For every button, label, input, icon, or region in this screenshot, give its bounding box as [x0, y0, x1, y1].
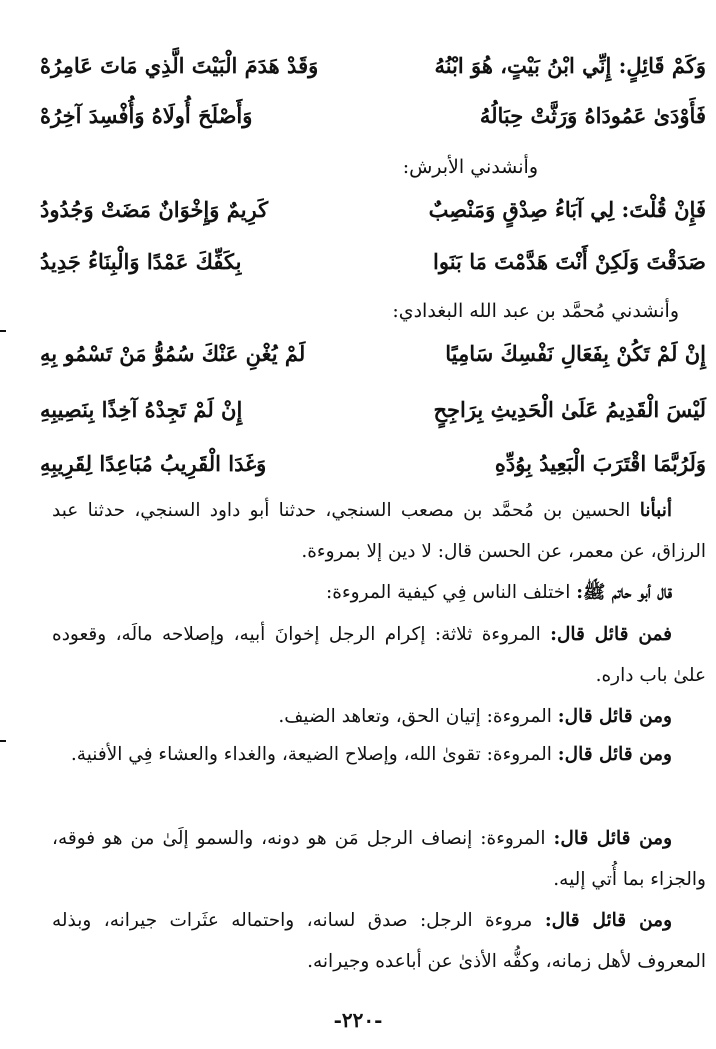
paragraph-lead: ومن قائل قال:: [553, 828, 673, 849]
paragraph-lead: فمن قائل قال:: [550, 624, 672, 645]
paragraph-lead: ومن قائل قال:: [557, 706, 672, 727]
verse-line: [0, 96, 716, 136]
paragraph-lead: ومن قائل قال:: [544, 910, 672, 931]
scan-mark: [0, 330, 6, 332]
verse-first-hemistich: وَلَرُبَّمَا اقْتَرَبَ الْبَعِيدُ بِوُدِّهِ: [494, 451, 706, 476]
paragraph-text: المروءة: تقوىٰ الله، وإصلاح الضيعة، والغداء والعشاء فِي الأفنية.: [70, 744, 558, 765]
poem-intro: وأنشدني مُحمَّد بن عبد الله البغدادي:: [392, 300, 679, 322]
paragraph-text: اختلف الناس فِي كيفية المروءة:: [326, 582, 577, 603]
opinion-paragraph: [52, 614, 706, 696]
verse-second-hemistich: وَقَدْ هَدَمَ الْبَيْتَ الَّذِي مَاتَ عَامِرُهْ: [40, 53, 319, 78]
verse-first-hemistich: صَدَقْتَ وَلَكِنْ أَنْتَ هَدَّمْتَ مَا بَنَوا: [433, 249, 706, 274]
paragraph-text: المروءة ثلاثة: إكرام الرجل إخوانَ أبيه، وإصلاحه مالَه، وقعوده علىٰ باب داره.: [52, 624, 706, 686]
verse-line: [0, 390, 716, 430]
verse-second-hemistich: لَمْ يُغْنِ عَنْكَ سُمُوُّ مَنْ تَسْمُو بِهِ: [40, 341, 306, 366]
poem-intro: وأنشدني الأبرش:: [402, 156, 538, 178]
paragraph-lead: أنبأنا: [639, 500, 672, 521]
verse-first-hemistich: إِنْ لَمْ تَكُنْ بِفَعَالِ نَفْسِكَ سَامِيًا: [445, 341, 706, 366]
opinion-paragraph: [52, 696, 706, 737]
opinion-paragraph: [52, 900, 706, 982]
verse-first-hemistich: لَيْسَ الْقَدِيمُ عَلَىٰ الْحَدِيثِ بِرَاجِحٍ: [433, 397, 706, 422]
verse-second-hemistich: إِنْ لَمْ تَجِدْهُ آخِذًا بِنَصِيبِهِ: [40, 397, 243, 422]
paragraph-lead: ومن قائل قال:: [557, 744, 672, 765]
scan-mark: [0, 740, 6, 742]
opinion-paragraph: [52, 572, 706, 613]
opinion-paragraph: [52, 734, 706, 775]
verse-line: [0, 444, 716, 484]
verse-second-hemistich: بِكَفِّكَ عَمْدًا وَالْبِنَاءُ جَدِيدُ: [40, 249, 242, 274]
opinion-paragraph: [52, 818, 706, 900]
paragraph-text: الحسين بن مُحمَّد بن مصعب السنجي، حدثنا أبو داود السنجي، حدثنا عبد الرزاق، عن معمر، عن الحسن قال: لا دين إلا بمروءة.: [52, 500, 706, 562]
verse-line: [0, 242, 716, 282]
paragraph-text: المروءة: إتيان الحق، وتعاهد الضيف.: [278, 706, 558, 727]
page-number: -٢٢٠-: [333, 1008, 383, 1032]
paragraph-text: المروءة: إنصاف الرجل مَن هو دونه، والسمو إلَىٰ من هو فوقه، والجزاء بما أُتي إليه.: [52, 828, 706, 890]
verse-second-hemistich: وَغَدَا الْقَرِيبُ مُبَاعِدًا لِقَرِيبِهِ: [40, 451, 267, 476]
paragraph-lead: قال أبو حاتم ﷺ:: [576, 582, 672, 603]
verse-line: [0, 190, 716, 230]
verse-line: [0, 46, 716, 86]
isnad-paragraph: [52, 490, 706, 572]
verse-second-hemistich: وَأَصْلَحَ أُولَاهُ وَأُفْسِدَ آخِرُهْ: [40, 103, 253, 128]
verse-second-hemistich: كَرِيمٌ وَإِخْوَانٌ مَضَتْ وَجُدُودُ: [40, 197, 269, 222]
verse-first-hemistich: فَإِنْ قُلْتَ: لِي آبَاءُ صِدْقٍ وَمَنْصِبٌ: [428, 197, 706, 222]
verse-first-hemistich: فَأَوْدَىٰ عَمُودَاهُ وَرَثَّتْ حِبَالُهُ: [479, 103, 706, 128]
verse-first-hemistich: وَكَمْ قَائِلٍ: إِنِّي ابْنُ بَيْتٍ، هُوَ ابْنُهُ: [434, 53, 706, 78]
paragraph-text: مروءة الرجل: صدق لسانه، واحتماله عثَرات جيرانه، وبذله المعروف لأهل زمانه، وكفُّه الأذىٰ عن أباعده وجيرانه.: [52, 910, 706, 972]
verse-line: [0, 334, 716, 374]
